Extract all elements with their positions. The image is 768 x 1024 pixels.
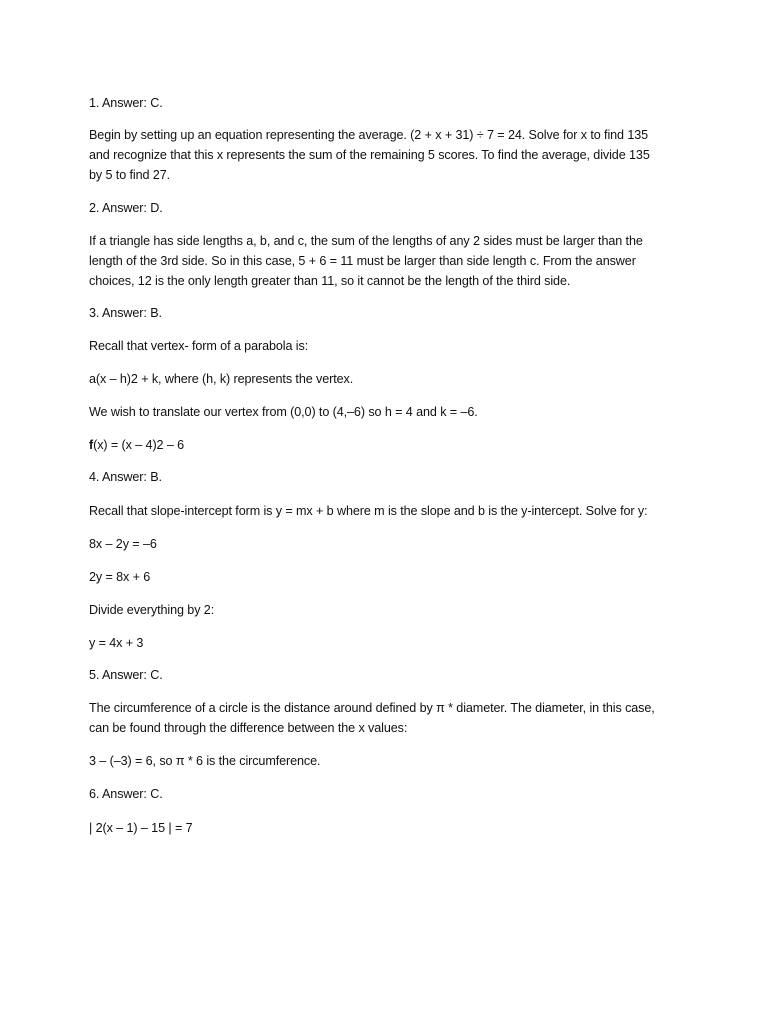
answer-5-heading: 5. Answer: C.	[89, 668, 163, 682]
answer-1-heading: 1. Answer: C.	[89, 96, 163, 110]
answer-6-heading: 6. Answer: C.	[89, 787, 163, 801]
answer-3-heading: 3. Answer: B.	[89, 306, 162, 320]
answer-4-text-line-2: Divide everything by 2:	[89, 603, 215, 617]
answer-4-heading: 4. Answer: B.	[89, 470, 162, 484]
answer-1-text-line-1: Begin by setting up an equation representing the average. (2 + x + 31) ÷ 7 = 24. Solve for x to find 135	[89, 128, 649, 142]
answer-4-equation-1: 8x – 2y = –6	[89, 537, 157, 551]
answer-5-text-line-2: can be found through the difference between the x values:	[89, 721, 408, 735]
answer-4-equation-2: 2y = 8x + 6	[89, 570, 151, 584]
answer-2-text-line-3: choices, 12 is the only length greater than 11, so it cannot be the length of the third side.	[89, 274, 571, 288]
answer-1-text-line-3: by 5 to find 27.	[89, 168, 171, 182]
answer-4-equation-3: y = 4x + 3	[89, 636, 144, 650]
answer-4-text-line-1: Recall that slope-intercept form is y = mx + b where m is the slope and b is the y-intercept. Solve for y:	[89, 504, 648, 518]
answer-2-text-line-1: If a triangle has side lengths a, b, and c, the sum of the lengths of any 2 sides must be larger than the	[89, 234, 643, 248]
function-f-glyph: f	[89, 438, 94, 452]
answer-3-text-line-1: Recall that vertex- form of a parabola is:	[89, 339, 309, 353]
answer-6-equation: | 2(x – 1) – 15 | = 7	[89, 821, 193, 835]
answer-2-heading: 2. Answer: D.	[89, 201, 163, 215]
answer-5-text-line-3: 3 – (–3) = 6, so π * 6 is the circumference.	[89, 754, 321, 768]
answer-2-text-line-2: length of the 3rd side. So in this case, 5 + 6 = 11 must be larger than side length c. From the answer	[89, 254, 636, 268]
answer-3-text-line-3: We wish to translate our vertex from (0,0) to (4,–6) so h = 4 and k = –6.	[89, 405, 478, 419]
answer-5-text-line-1: The circumference of a circle is the distance around defined by π * diameter. The diameter, in this case,	[89, 701, 655, 715]
answer-3-function	[89, 437, 184, 453]
answer-3-text-line-2: a(x – h)2 + k, where (h, k) represents the vertex.	[89, 372, 354, 386]
function-expression: (x) = (x – 4)2 – 6	[93, 438, 185, 452]
answer-1-text-line-2: and recognize that this x represents the sum of the remaining 5 scores. To find the average, divide 135	[89, 148, 650, 162]
